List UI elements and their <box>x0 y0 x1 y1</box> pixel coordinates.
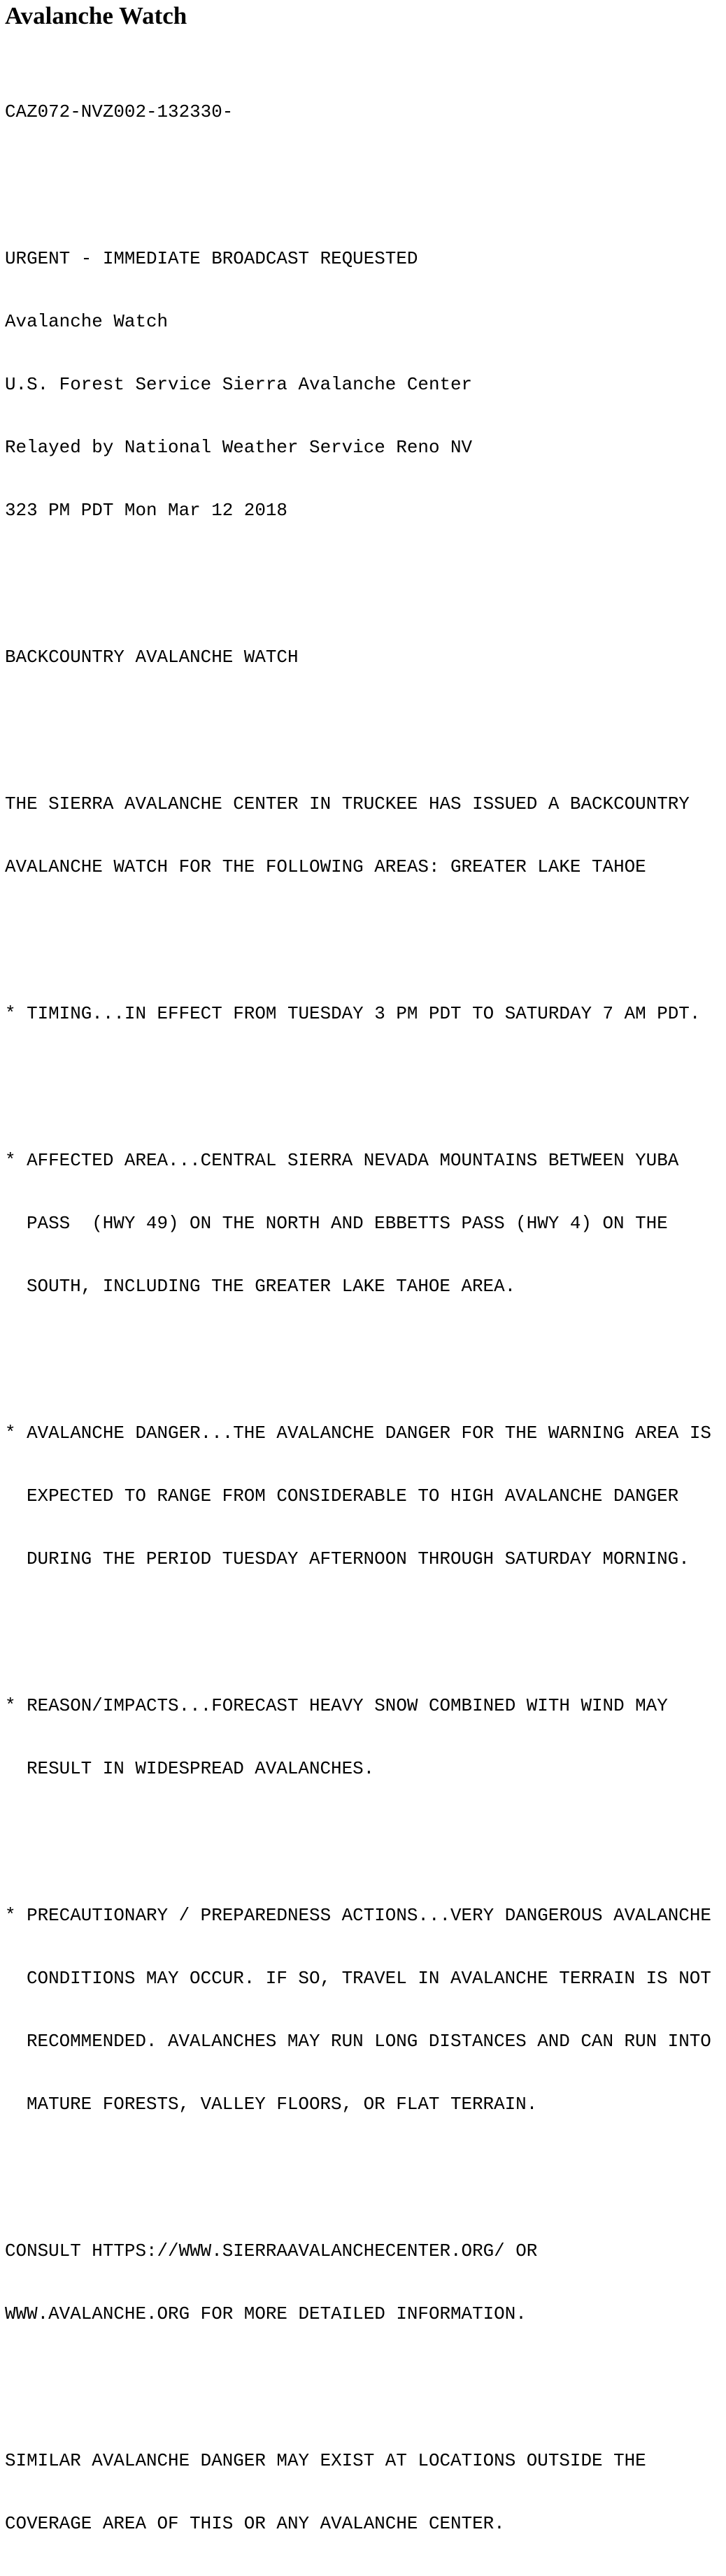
header-line: Avalanche Watch <box>5 311 169 332</box>
timing-line: * TIMING...IN EFFECT FROM TUESDAY 3 PM PDT TO SATURDAY 7 AM PDT. <box>5 1003 701 1024</box>
precautionary-line: MATURE FORESTS, VALLEY FLOORS, OR FLAT TERRAIN. <box>27 2094 538 2115</box>
affected-area-line: SOUTH, INCLUDING THE GREATER LAKE TAHOE AREA. <box>27 1276 516 1297</box>
blank-line <box>5 164 711 185</box>
reason-impacts-line: * REASON/IMPACTS...FORECAST HEAVY SNOW COMBINED WITH WIND MAY <box>5 1695 668 1716</box>
similar-danger-line: COVERAGE AREA OF THIS OR ANY AVALANCHE CENTER. <box>5 2513 505 2534</box>
blank-line <box>5 563 711 584</box>
precautionary-line: CONDITIONS MAY OCCUR. IF SO, TRAVEL IN AVALANCHE TERRAIN IS NOT <box>27 1968 711 1989</box>
reason-impacts-line: RESULT IN WIDESPREAD AVALANCHES. <box>27 1758 375 1779</box>
zone-code: CAZ072-NVZ002-132330- <box>5 101 234 122</box>
precautionary-line: RECOMMENDED. AVALANCHES MAY RUN LONG DISTANCES AND CAN RUN INTO <box>27 2031 711 2052</box>
blank-line <box>5 710 711 731</box>
blank-line <box>5 919 711 940</box>
header-line: Relayed by National Weather Service Reno NV <box>5 437 473 458</box>
blank-line <box>5 2366 711 2387</box>
blank-line <box>5 1066 711 1087</box>
headline: BACKCOUNTRY AVALANCHE WATCH <box>5 647 299 668</box>
blank-line <box>5 1611 711 1632</box>
avalanche-danger-line: EXPECTED TO RANGE FROM CONSIDERABLE TO HIGH AVALANCHE DANGER <box>27 1485 679 1506</box>
consult-line: CONSULT HTTPS://WWW.SIERRAAVALANCHECENTER.ORG/ OR <box>5 2240 538 2261</box>
intro-line: AVALANCHE WATCH FOR THE FOLLOWING AREAS: GREATER LAKE TAHOE <box>5 856 646 877</box>
issue-time: 323 PM PDT Mon Mar 12 2018 <box>5 500 287 521</box>
avalanche-danger-line: DURING THE PERIOD TUESDAY AFTERNOON THROUGH SATURDAY MORNING. <box>27 1548 690 1569</box>
similar-danger-line: SIMILAR AVALANCHE DANGER MAY EXIST AT LOCATIONS OUTSIDE THE <box>5 2450 646 2471</box>
blank-line <box>5 1821 711 1842</box>
avalanche-danger-line: * AVALANCHE DANGER...THE AVALANCHE DANGER FOR THE WARNING AREA IS <box>5 1423 711 1444</box>
affected-area-line: * AFFECTED AREA...CENTRAL SIERRA NEVADA MOUNTAINS BETWEEN YUBA <box>5 1150 679 1171</box>
header-line: URGENT - IMMEDIATE BROADCAST REQUESTED <box>5 248 418 269</box>
page-title: Avalanche Watch <box>5 2 187 29</box>
precautionary-line: * PRECAUTIONARY / PREPAREDNESS ACTIONS...VERY DANGEROUS AVALANCHE <box>5 1905 711 1926</box>
blank-line <box>5 2157 711 2178</box>
bulletin-text <box>5 59 711 2576</box>
intro-line: THE SIERRA AVALANCHE CENTER IN TRUCKEE HAS ISSUED A BACKCOUNTRY <box>5 793 690 814</box>
consult-line: WWW.AVALANCHE.ORG FOR MORE DETAILED INFORMATION. <box>5 2303 527 2324</box>
header-line: U.S. Forest Service Sierra Avalanche Center <box>5 374 473 395</box>
affected-area-line: PASS (HWY 49) ON THE NORTH AND EBBETTS PASS (HWY 4) ON THE <box>27 1213 668 1234</box>
blank-line <box>5 1339 711 1360</box>
